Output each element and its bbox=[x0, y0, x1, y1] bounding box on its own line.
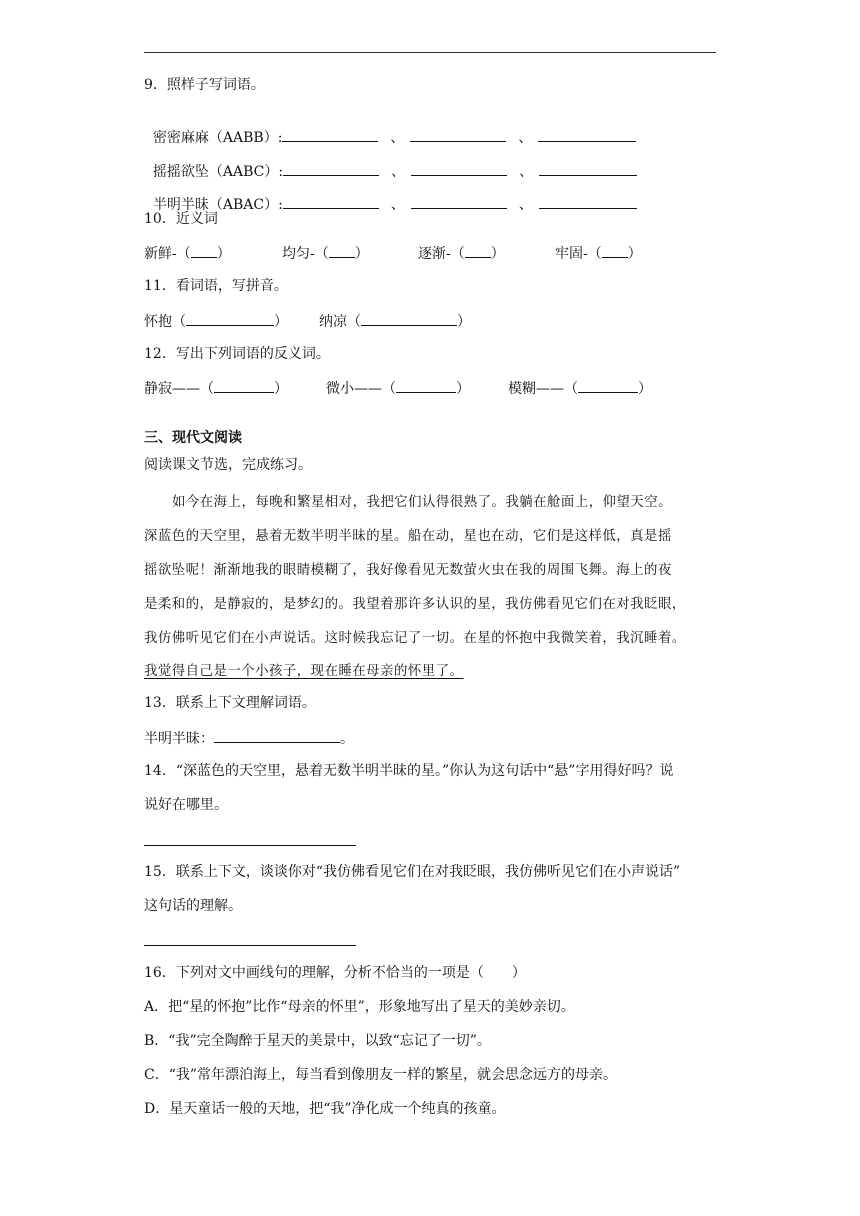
q11-item bbox=[319, 311, 471, 331]
q9-row-label: 密密麻麻（AABB）: bbox=[152, 130, 283, 146]
answer-blank[interactable] bbox=[282, 127, 378, 142]
answer-blank[interactable] bbox=[329, 243, 355, 258]
close-paren: ） bbox=[490, 246, 505, 262]
q10-item bbox=[418, 243, 505, 263]
period: 。 bbox=[340, 731, 354, 747]
close-paren: ） bbox=[457, 314, 471, 330]
q13-label: 半明半昧： bbox=[144, 731, 214, 747]
q12-word: 模糊——（ bbox=[508, 381, 578, 397]
q12-title: 12．写出下列词语的反义词。 bbox=[144, 346, 330, 362]
q11-word: 纳凉（ bbox=[319, 314, 361, 330]
q10-word: 新鲜-（ bbox=[144, 246, 191, 262]
answer-blank[interactable] bbox=[538, 127, 636, 142]
q16-option-a[interactable]: A．把“星的怀抱”比作“母亲的怀里”，形象地写出了星天的美妙亲切。 bbox=[144, 999, 575, 1015]
answer-blank[interactable] bbox=[602, 243, 628, 258]
q9-row-abac bbox=[144, 176, 637, 214]
close-paren: ） bbox=[627, 246, 642, 262]
q10-item bbox=[282, 243, 369, 263]
q13-title: 13．联系上下文理解词语。 bbox=[144, 695, 316, 711]
separator: 、 bbox=[518, 130, 533, 146]
q12-item bbox=[144, 378, 288, 398]
answer-blank[interactable] bbox=[578, 378, 638, 393]
q10-word: 均匀-（ bbox=[282, 246, 329, 262]
q14-answer-line[interactable] bbox=[144, 845, 356, 846]
section-instruction: 阅读课文节选，完成练习。 bbox=[144, 457, 312, 473]
header-rule bbox=[144, 52, 716, 53]
answer-blank[interactable] bbox=[411, 194, 507, 209]
answer-blank[interactable] bbox=[539, 161, 637, 176]
q12-item bbox=[508, 378, 652, 398]
close-paren: ） bbox=[274, 314, 288, 330]
q12-word: 静寂——（ bbox=[144, 381, 214, 397]
q9-title: 9．照样子写词语。 bbox=[144, 77, 265, 93]
answer-blank[interactable] bbox=[539, 194, 637, 209]
close-paren: ） bbox=[274, 381, 288, 397]
q15-answer-line[interactable] bbox=[144, 945, 356, 946]
answer-blank[interactable] bbox=[214, 378, 274, 393]
q11-word: 怀抱（ bbox=[144, 314, 186, 330]
section-title: 三、现代文阅读 bbox=[144, 430, 242, 446]
answer-blank[interactable] bbox=[186, 311, 274, 326]
separator: 、 bbox=[390, 197, 405, 213]
q10-item bbox=[555, 243, 642, 263]
q9-row-label: 摇摇欲坠（AABC）: bbox=[152, 164, 284, 180]
q16-option-c[interactable]: C．“我”常年漂泊海上，每当看到像朋友一样的繁星，就会思念远方的母亲。 bbox=[144, 1067, 618, 1083]
underlined-sentence: 我觉得自己是一个小孩子，现在睡在母亲的怀里了。 bbox=[144, 664, 464, 679]
passage-line: 深蓝色的天空里，悬着无数半明半昧的星。船在动，星也在动，它们是这样低，真是摇 bbox=[144, 529, 672, 544]
q15-line: 15．联系上下文，谈谈你对“我仿佛看见它们在对我眨眼，我仿佛听见它们在小声说话” bbox=[144, 864, 681, 880]
passage-line: 是柔和的，是静寂的，是梦幻的。我望着那许多认识的星，我仿佛看见它们在对我眨眼， bbox=[144, 597, 686, 612]
q16-title: 16．下列对文中画线句的理解，分析不恰当的一项是（ ） bbox=[144, 965, 526, 981]
q10-title: 10．近义词 bbox=[144, 211, 218, 227]
answer-blank[interactable] bbox=[191, 243, 217, 258]
q10-word: 牢固-（ bbox=[555, 246, 602, 262]
q12-item bbox=[326, 378, 470, 398]
passage-line: 如今在海上，每晚和繁星相对，我把它们认得很熟了。我躺在舱面上，仰望天空。 bbox=[172, 495, 673, 510]
answer-blank[interactable] bbox=[410, 127, 506, 142]
answer-blank[interactable] bbox=[283, 194, 379, 209]
q14-line: 14．“深蓝色的天空里，悬着无数半明半昧的星。”你认为这句话中“悬”字用得好吗？说 bbox=[144, 763, 674, 779]
q14-line: 说好在哪里。 bbox=[144, 797, 228, 813]
q12-word: 微小——（ bbox=[326, 381, 396, 397]
answer-blank[interactable] bbox=[396, 378, 456, 393]
separator: 、 bbox=[390, 130, 405, 146]
q9-row-aabb bbox=[144, 109, 636, 147]
close-paren: ） bbox=[638, 381, 652, 397]
close-paren: ） bbox=[456, 381, 470, 397]
answer-blank[interactable] bbox=[361, 311, 457, 326]
q10-word: 逐渐-（ bbox=[418, 246, 465, 262]
close-paren: ） bbox=[216, 246, 231, 262]
q11-item bbox=[144, 311, 288, 331]
passage-line: 我仿佛听见它们在小声说话。这时候我忘记了一切。在星的怀抱中我微笑着，我沉睡着。 bbox=[144, 631, 686, 646]
q9-row-label: 半明半昧（ABAC）: bbox=[152, 197, 283, 213]
close-paren: ） bbox=[354, 246, 369, 262]
q16-option-b[interactable]: B．“我”完全陶醉于星天的美景中，以致“忘记了一切”。 bbox=[144, 1033, 491, 1049]
answer-blank[interactable] bbox=[283, 161, 379, 176]
separator: 、 bbox=[519, 164, 534, 180]
answer-blank[interactable] bbox=[465, 243, 491, 258]
q13-answer-row bbox=[144, 728, 354, 748]
separator: 、 bbox=[518, 197, 533, 213]
q11-title: 11．看词语，写拼音。 bbox=[144, 278, 288, 294]
q16-option-d[interactable]: D．星天童话一般的天地，把“我”净化成一个纯真的孩童。 bbox=[144, 1101, 506, 1117]
q15-line: 这句话的理解。 bbox=[144, 898, 242, 914]
passage-line: 摇欲坠呢！渐渐地我的眼睛模糊了，我好像看见无数萤火虫在我的周围飞舞。海上的夜 bbox=[144, 563, 672, 578]
answer-blank[interactable] bbox=[214, 728, 340, 743]
separator: 、 bbox=[391, 164, 406, 180]
q10-item bbox=[144, 243, 231, 263]
answer-blank[interactable] bbox=[411, 161, 507, 176]
